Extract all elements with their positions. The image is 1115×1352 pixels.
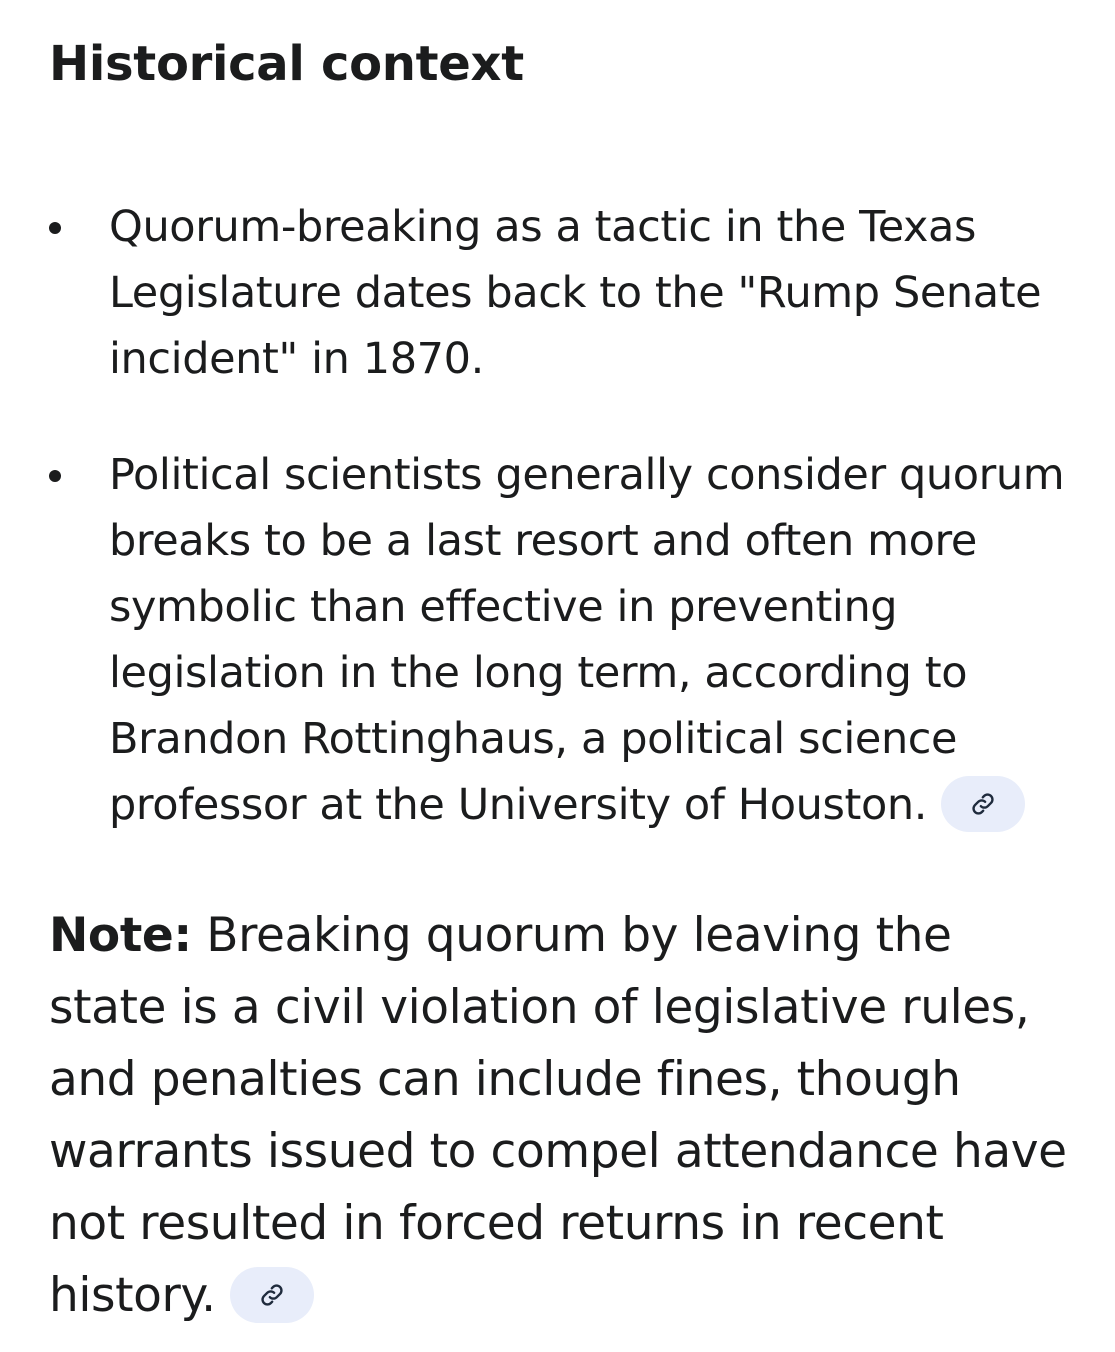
- citation-link-button[interactable]: [230, 1267, 314, 1323]
- section-heading: Historical context: [49, 36, 524, 92]
- bullet-text: Political scientists generally consider quorum breaks to be a last resort and often more symbolic than effective in preventing legislation in the long term, according to Brandon Rottinghaus, a political science professor at the University of Houston.: [109, 450, 1065, 830]
- list-item: [49, 442, 1079, 838]
- note-text: Breaking quorum by leaving the state is a civil violation of legislative rules, and penalties can include fines, though warrants issued to compel attendance have not resulted in forced returns in recent history.: [49, 908, 1067, 1323]
- citation-link-button[interactable]: [941, 776, 1025, 832]
- bullet-dot: [49, 470, 61, 482]
- note-paragraph: [49, 900, 1079, 1332]
- link-icon: [259, 1282, 285, 1308]
- bullet-text: Quorum-breaking as a tactic in the Texas Legislature dates back to the "Rump Senate incident" in 1870.: [109, 202, 1042, 384]
- list-item: [49, 194, 1079, 392]
- response-content: [49, 30, 1079, 1332]
- bullet-list: [49, 194, 1079, 838]
- link-icon: [970, 791, 996, 817]
- note-label: Note:: [49, 908, 192, 963]
- bullet-dot: [49, 222, 61, 234]
- bullet-text-with-citation: [109, 442, 1079, 838]
